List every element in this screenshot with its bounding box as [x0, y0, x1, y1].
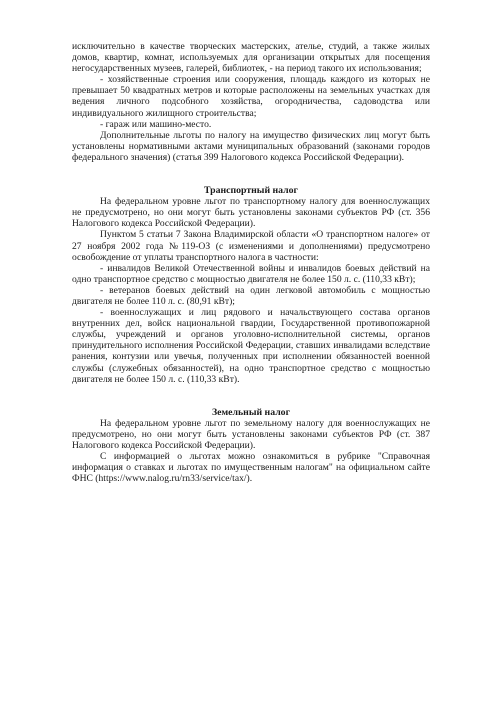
transport-tax-federal-level: На федеральном уровне льгот по транспортному налогу для военнослужащих не предусмотрено, но они могут быть установлены законами субъектов РФ (ст. 356 Налогового кодекса Российской Федерации).: [72, 196, 430, 230]
section-spacer: [72, 163, 430, 185]
land-tax-heading: Земельный налог: [211, 406, 291, 418]
property-tax-additional-benefits: Дополнительные льготы по налогу на имущество физических лиц могут быть установлены нормативными актами муниципальных образований (законами городов федерального значения) (статья 399 Налогового кодекса Российской Федерации).: [72, 129, 430, 163]
section-spacer: [72, 385, 430, 407]
transport-tax-regional-law: Пунктом 5 статьи 7 Закона Владимирской области «О транспортном налоге» от 27 ноября 2002 года №119-ОЗ (с изменениями и дополнениями) предусмотрено освобождение от уплаты транспортного налога в частности:: [72, 229, 430, 263]
transport-tax-item-combat-veterans: - ветеранов боевых действий на один легковой автомобиль с мощностью двигателя не более 110 л. с. (80,91 кВт);: [72, 284, 430, 307]
land-tax-info-reference: С информацией о льготах можно ознакомиться в рубрике "Справочная информация о ставках и льготах по имущественным налогам" на официальном сайте ФНС (https://www.nalog.ru/rn33/service/tax/).: [72, 451, 430, 485]
document-page: [72, 41, 430, 484]
transport-tax-heading: Транспортный налог: [203, 185, 299, 197]
property-tax-item-outbuildings: - хозяйственные строения или сооружения, площадь каждого из которых не превышает 50 квадратных метров и которые расположены на земельных участках для ведения личного подсобного хозяйства, огородничества, садоводства или индивидуального жилищного строительства;: [72, 74, 430, 119]
property-tax-item-garage: - гараж или машино-место.: [100, 118, 212, 130]
land-tax-federal-level: На федеральном уровне льгот по земельному налогу для военнослужащих не предусмотрено, но они могут быть установлены законами субъектов РФ (ст. 387 Налогового кодекса Российской Федерации).: [72, 417, 430, 451]
transport-tax-item-servicemen: - военнослужащих и лиц рядового и начальствующего состава органов внутренних дел, войск национальной гвардии, Государственной противопожарной службы, учреждений и органов уголовно-исполнительной системы, органов принудительного исполнения Российской Федерации, ставших инвалидами вследствие ранения, контузии или увечья, полученных при исполнении обязанностей военной службы (служебных обязанностей), на одно транспортное средство с мощностью двигателя не более 150 л. с. (110,33 кВт).: [72, 307, 430, 385]
transport-tax-item-veterans-wwii: - инвалидов Великой Отечественной войны и инвалидов боевых действий на одно транспортное средство с мощностью двигателя не более 150 л. с. (110,33 кВт);: [72, 262, 430, 285]
property-tax-continuation: исключительно в качестве творческих мастерских, ателье, студий, а также жилых домов, квартир, комнат, используемых для организации открытых для посещения негосударственных музеев, галерей, библиотек, - на период такого их использования;: [72, 41, 430, 75]
